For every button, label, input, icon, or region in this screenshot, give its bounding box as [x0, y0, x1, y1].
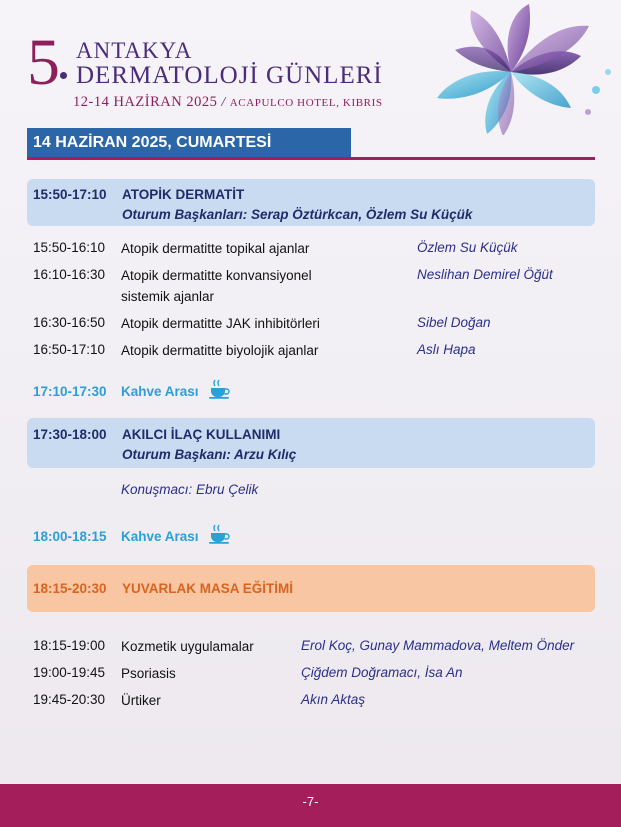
- coffee-break: [33, 529, 199, 544]
- session-rational-drug-use: [27, 418, 595, 468]
- coffee-break: [33, 384, 199, 399]
- talk-time: 16:50-17:10: [33, 342, 106, 357]
- break-label: Kahve Arası: [121, 529, 199, 544]
- session-title: ATOPİK DERMATİT: [122, 187, 245, 202]
- talk-topic: Atopik dermatitte konvansiyonel: [121, 268, 312, 283]
- separator: /: [221, 95, 226, 110]
- session-chair: Oturum Başkanı: Arzu Kılıç: [122, 447, 297, 462]
- talk-topic: Psoriasis: [121, 666, 176, 681]
- coffee-cup-icon: [208, 378, 230, 400]
- logo-dot: [60, 72, 67, 79]
- day-underline: [27, 157, 595, 160]
- flower-logo-icon: [396, 0, 621, 135]
- page-header: [0, 0, 621, 130]
- session-chairs: Oturum Başkanları: Serap Öztürkcan, Özlem Su Küçük: [122, 207, 473, 222]
- talk-topic: Atopik dermatitte topikal ajanlar: [121, 241, 310, 256]
- talk-time: 19:00-19:45: [33, 665, 106, 680]
- talk-speaker: Aslı Hapa: [417, 342, 476, 357]
- event-title-name: DERMATOLOJİ GÜNLERİ: [76, 62, 383, 89]
- talk-time: 18:15-19:00: [33, 638, 106, 653]
- talk-topic: Ürtiker: [121, 693, 161, 708]
- talk-time: 16:30-16:50: [33, 315, 106, 330]
- break-label: Kahve Arası: [121, 384, 199, 399]
- session-title: YUVARLAK MASA EĞİTİMİ: [122, 581, 293, 596]
- talk-speaker: Özlem Su Küçük: [417, 240, 518, 255]
- talk-time: 19:45-20:30: [33, 692, 106, 707]
- talk-speaker: Erol Koç, Gunay Mammadova, Meltem Önder: [301, 638, 575, 653]
- session-round-table: [27, 565, 595, 612]
- coffee-cup-icon: [208, 523, 230, 545]
- session-time: 17:30-18:00: [33, 427, 107, 442]
- talk-speaker: Sibel Doğan: [417, 315, 491, 330]
- event-dates-venue: [73, 94, 383, 111]
- talk-time: 15:50-16:10: [33, 240, 106, 255]
- talk-speaker: Akın Aktaş: [301, 692, 366, 707]
- page-number: -7-: [302, 794, 319, 809]
- event-title-city: ANTAKYA: [76, 38, 193, 63]
- day-title: 14 HAZİRAN 2025, CUMARTESİ: [27, 128, 351, 158]
- talk-topic: Atopik dermatitte JAK inhibitörleri: [121, 316, 320, 331]
- event-dates: 12-14 HAZİRAN 2025: [73, 94, 218, 110]
- day-header: [27, 128, 595, 162]
- talk-time: 16:10-16:30: [33, 267, 106, 282]
- session-time: 15:50-17:10: [33, 187, 107, 202]
- edition-number: 5: [27, 26, 58, 99]
- page-footer: [0, 784, 621, 827]
- talk-speaker: Neslihan Demirel Öğüt: [417, 267, 553, 282]
- session-atopic-dermatitis: [27, 179, 595, 226]
- break-time: 17:10-17:30: [33, 384, 107, 399]
- session-title: AKILCI İLAÇ KULLANIMI: [122, 427, 281, 442]
- break-time: 18:00-18:15: [33, 529, 107, 544]
- session-speaker: Konuşmacı: Ebru Çelik: [121, 482, 259, 497]
- session-time: 18:15-20:30: [33, 581, 107, 596]
- talk-speaker: Çiğdem Doğramacı, İsa An: [301, 665, 463, 680]
- talk-topic-continued: sistemik ajanlar: [121, 289, 215, 304]
- event-venue: ACAPULCO HOTEL, KIBRIS: [229, 97, 383, 109]
- talk-topic: Atopik dermatitte biyolojik ajanlar: [121, 343, 319, 358]
- talk-topic: Kozmetik uygulamalar: [121, 639, 254, 654]
